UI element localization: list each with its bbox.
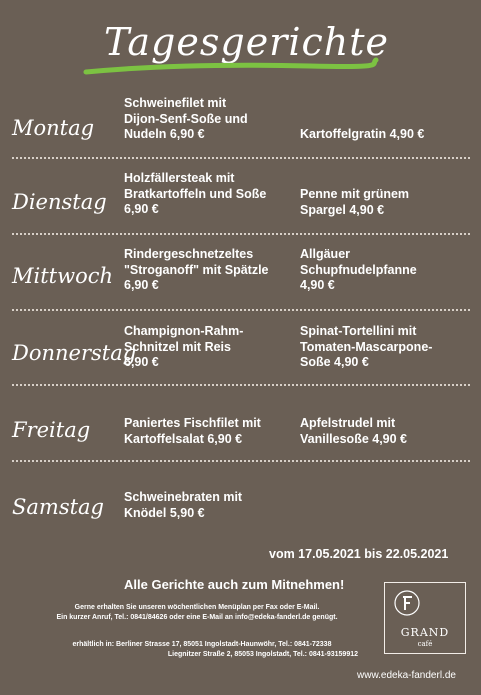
day-samstag: Samstag [12,495,104,519]
info-line: Gerne erhalten Sie unseren wöchentlichen Menüplan per Fax oder E-Mail. [74,604,320,611]
takeaway-note: Alle Gerichte auch zum Mitnehmen! [124,577,345,592]
dish-freitag-second: Apfelstrudel mit Vanillesoße 4,90 € [300,416,408,446]
divider [12,384,470,386]
day-donnerstag: Donnerstag [12,341,137,365]
page-title: Tagesgerichte [104,20,390,64]
divider [12,460,470,462]
dish-mittwoch-main: Rindergeschnetzeltes "Stroganoff" mit Spätzle 6,90 € [124,247,269,292]
grand-logo-f-icon [393,589,421,617]
dish-freitag-main: Paniertes Fischfilet mit Kartoffelsalat 6,90 € [124,416,261,446]
day-dienstag: Dienstag [12,190,107,214]
divider [12,233,470,235]
logo-name: GRAND [400,626,450,639]
dish-donnerstag-second: Spinat-Tortellini mit Tomaten-Mascarpone- Soße 4,90 € [300,324,433,369]
day-montag: Montag [12,116,95,140]
website-link[interactable]: www.edeka-fanderl.de [357,670,456,681]
dish-dienstag-main: Holzfällersteak mit Bratkartoffeln und Soße 6,90 € [124,171,267,216]
dish-montag-main: Schweinefilet mit Dijon-Senf-Soße und Nudeln 6,90 € [124,96,248,141]
address-line: Liegnitzer Straße 2, 85053 Ingolstadt, Tel.: 0841-93159912 [167,651,358,658]
info-line: Ein kurzer Anruf, Tel.: 0841/84626 oder eine E-Mail an info@edeka-fanderl.de genügt. [56,614,338,621]
divider [12,309,470,311]
date-range: vom 17.05.2021 bis 22.05.2021 [269,547,449,561]
divider [12,157,470,159]
dish-samstag-main: Schweinebraten mit Knödel 5,90 € [124,490,243,520]
dish-donnerstag-main: Champignon-Rahm- Schnitzel mit Reis 6,90 € [124,324,244,369]
dish-mittwoch-second: Allgäuer Schupfnudelpfanne 4,90 € [300,247,417,292]
dish-montag-second: Kartoffelgratin 4,90 € [300,127,425,141]
day-freitag: Freitag [12,418,91,442]
title-underline-swoosh [80,52,380,82]
address-line: erhältlich in: Berliner Strasse 17, 85051 Ingolstadt-Haunwöhr, Tel.: 0841-72338 [72,641,332,648]
day-mittwoch: Mittwoch [12,264,114,288]
logo-sub: café [417,640,433,648]
dish-dienstag-second: Penne mit grünem Spargel 4,90 € [300,187,410,217]
